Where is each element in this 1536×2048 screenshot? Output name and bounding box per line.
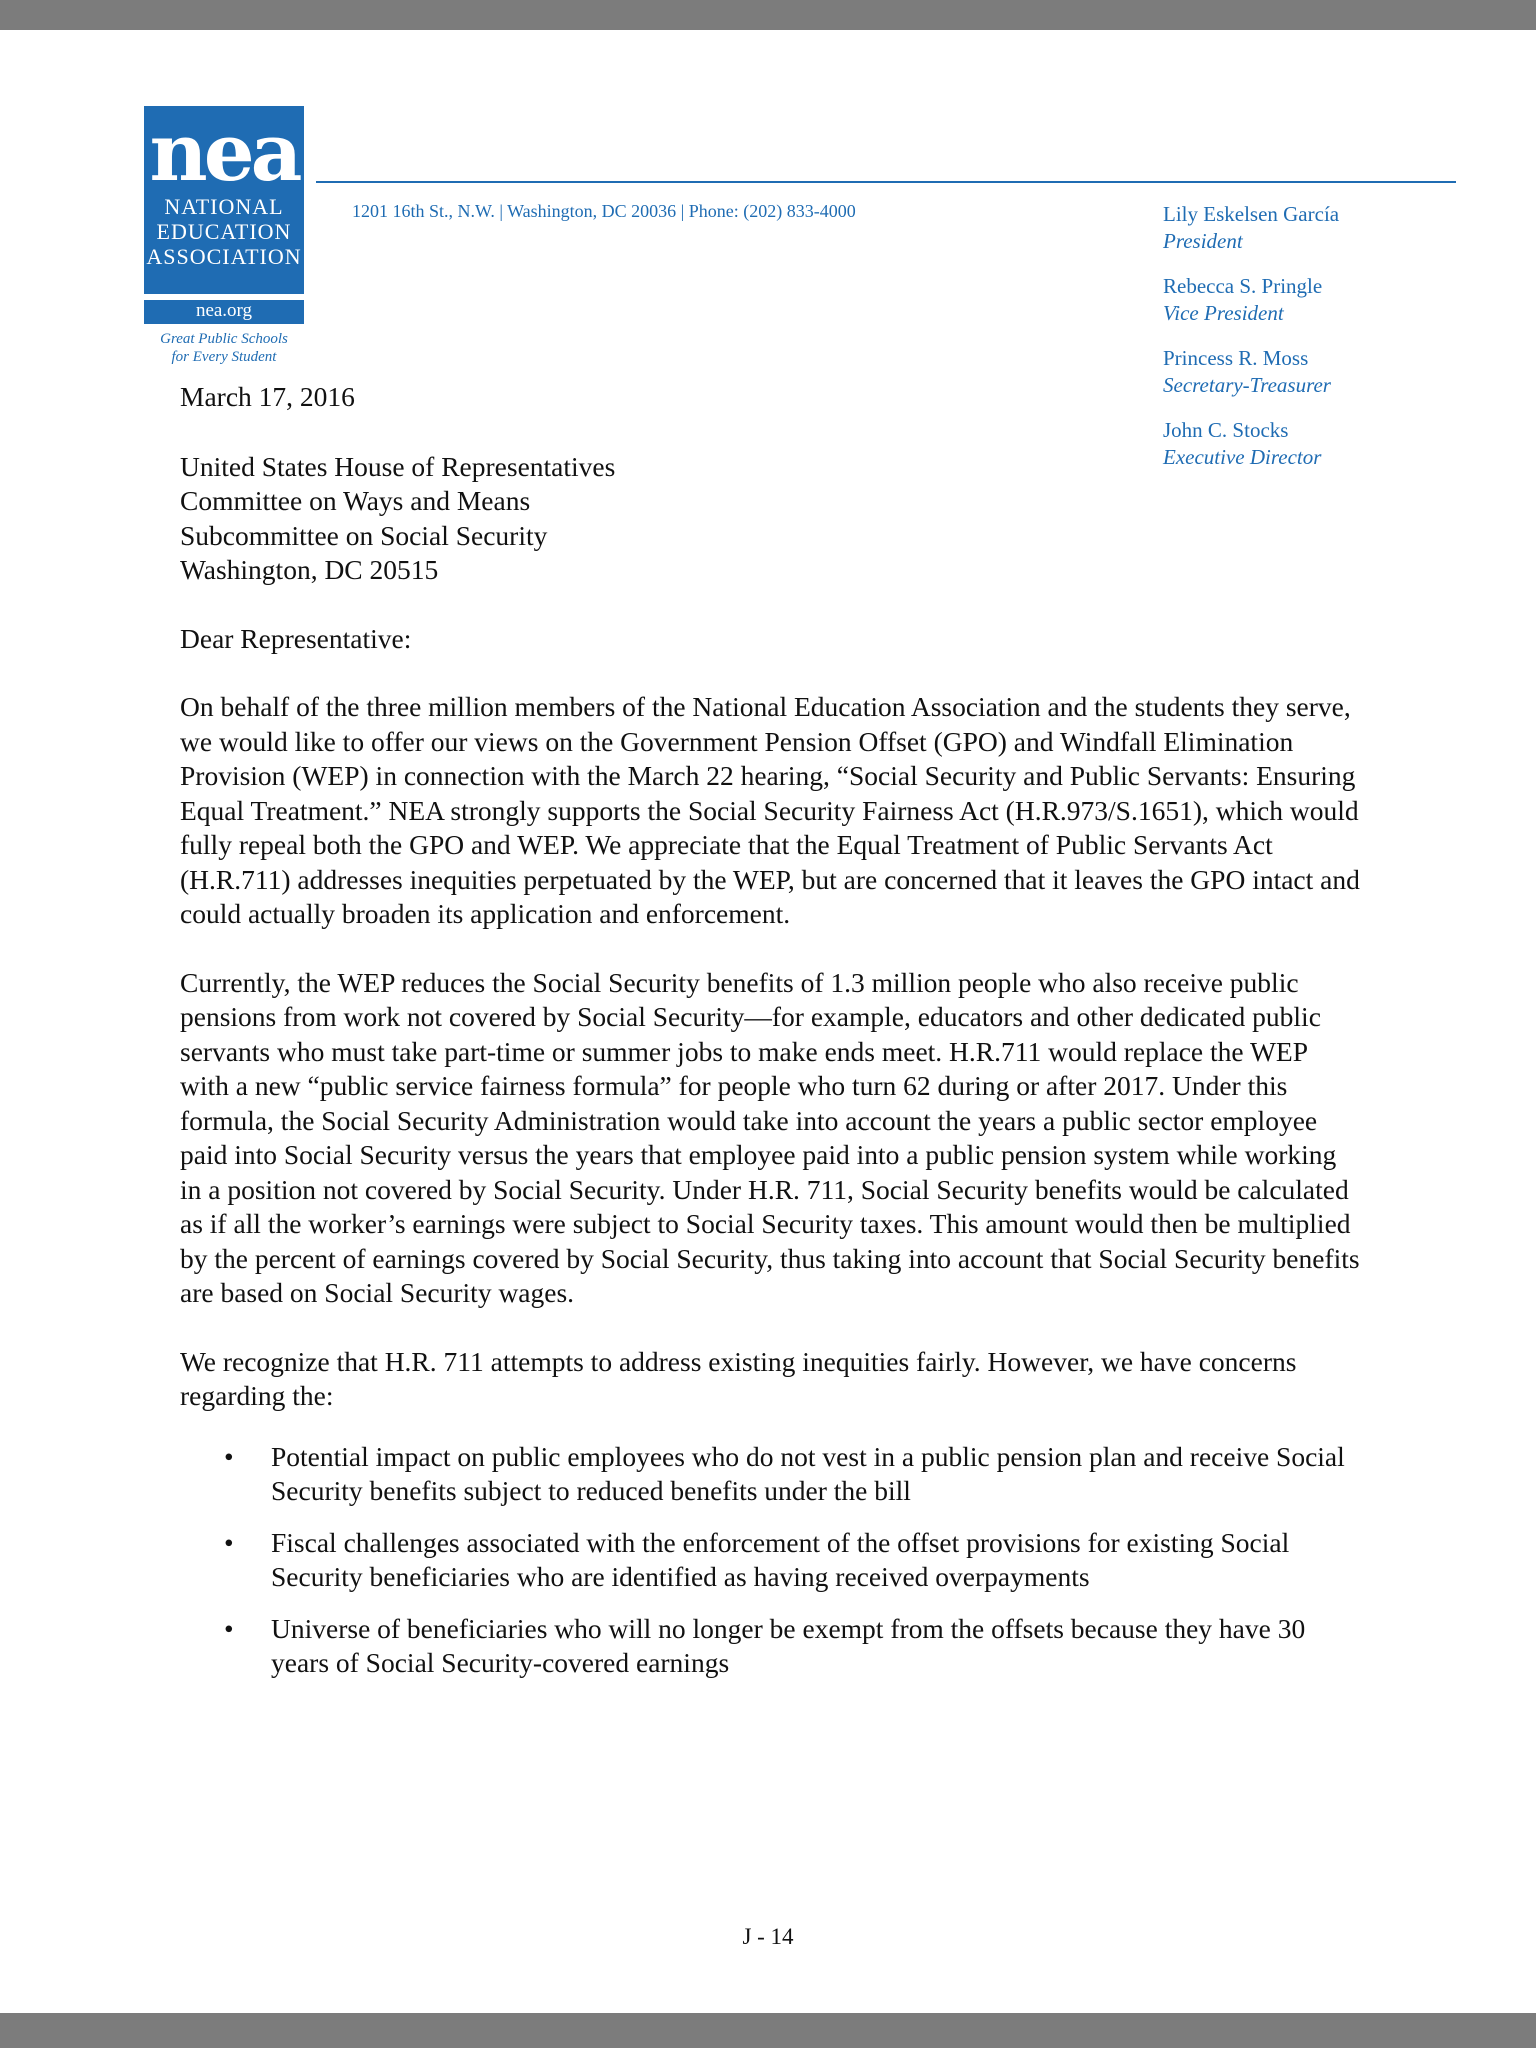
logo-block xyxy=(144,106,304,294)
document-page xyxy=(0,30,1536,2013)
logo-tagline-line: for Every Student xyxy=(171,349,277,365)
recipient-line: Committee on Ways and Means xyxy=(180,485,531,516)
body-paragraph: Currently, the WEP reduces the Social Security benefits of 1.3 million people who also receive public pensions from work not covered by Social Security—for example, educators and other dedicated public servants who must take part-time or summer jobs to make ends meet. H.R.711 would replace the WEP with a new “public service fairness formula” for people who turn 62 during or after 2017. Under this formula, the Social Security Administration would take into account the years a public sector employee paid into Social Security versus the years that employee paid into a public pension system while working in a position not covered by Social Security. Under H.R. 711, Social Security benefits would be calculated as if all the worker’s earnings were subject to Social Security taxes. This amount would then be multiplied by the percent of earnings covered by Social Security, thus taking into account that Social Security benefits are based on Social Security wages. xyxy=(180,966,1360,1308)
body-paragraph: On behalf of the three million members of the National Education Association and the students they serve, we would like to offer our views on the Government Pension Offset (GPO) and Windfall Elimination Provision (WEP) in connection with the March 22 hearing, “Social Security and Public Servants: Ensuring Equal Treatment.” NEA strongly supports the Social Security Fairness Act (H.R.973/S.1651), which would fully repeal both the GPO and WEP. We appreciate that the Equal Treatment of Public Servants Act (H.R.711) addresses inequities perpetuated by the WEP, but are concerned that it leaves the GPO intact and could actually broaden its application and enforcement. xyxy=(180,691,1360,929)
letter-body xyxy=(180,380,1360,1698)
letter-date: March 17, 2016 xyxy=(180,381,355,412)
officer-name: Princess R. Moss xyxy=(1163,346,1309,370)
officer-name: Rebecca S. Pringle xyxy=(1163,274,1323,298)
logo-name-line: NATIONAL xyxy=(164,194,284,219)
officer-entry xyxy=(1163,201,1339,255)
concerns-list xyxy=(180,1440,1360,1681)
recipient-line: Subcommittee on Social Security xyxy=(180,519,548,551)
logo-tagline-line: Great Public Schools xyxy=(160,331,288,347)
recipient-line: United States House of Representatives xyxy=(180,450,616,482)
list-item-text: Fiscal challenges associated with the enforcement of the offset provisions for existing Social Security beneficiaries who are identified as having received overpayments xyxy=(271,1526,1290,1592)
officer-title: Executive Director xyxy=(1163,445,1322,469)
recipient-line: Washington, DC 20515 xyxy=(180,554,439,585)
logo-tagline xyxy=(144,330,304,366)
list-item xyxy=(180,1612,1360,1681)
officer-entry xyxy=(1163,273,1339,327)
nea-logo xyxy=(144,105,304,365)
logo-name-line: EDUCATION xyxy=(156,219,292,244)
officer-title: Vice President xyxy=(1163,301,1284,325)
bullet-icon: • xyxy=(224,1526,234,1558)
list-item-text: Universe of beneficiaries who will no longer be exempt from the offsets because they have 30 years of Social Security-covered earnings xyxy=(271,1612,1306,1678)
recipient-address xyxy=(180,450,1360,588)
logo-name-line: ASSOCIATION xyxy=(146,244,302,269)
logo-wordmark: nea xyxy=(149,105,299,199)
list-item xyxy=(180,1526,1360,1595)
letterhead-address: 1201 16th St., N.W. | Washington, DC 20036 | Phone: (202) 833-4000 xyxy=(352,201,856,221)
body-paragraph: We recognize that H.R. 711 attempts to address existing inequities fairly. However, we have concerns regarding the: xyxy=(180,1345,1297,1411)
officer-title: President xyxy=(1163,229,1243,253)
officer-name: John C. Stocks xyxy=(1163,418,1289,442)
officer-title: Secretary-Treasurer xyxy=(1163,373,1331,397)
list-item xyxy=(180,1440,1360,1509)
salutation: Dear Representative: xyxy=(180,622,412,654)
bullet-icon: • xyxy=(224,1612,234,1644)
officer-name: Lily Eskelsen García xyxy=(1163,202,1340,226)
page-number: J - 14 xyxy=(742,1924,794,1949)
list-item-text: Potential impact on public employees who do not vest in a public pension plan and receive Social Security benefits subject to reduced benefits under the bill xyxy=(271,1440,1345,1506)
header-divider xyxy=(316,181,1456,183)
logo-url: nea.org xyxy=(144,298,304,324)
bullet-icon: • xyxy=(224,1440,234,1472)
